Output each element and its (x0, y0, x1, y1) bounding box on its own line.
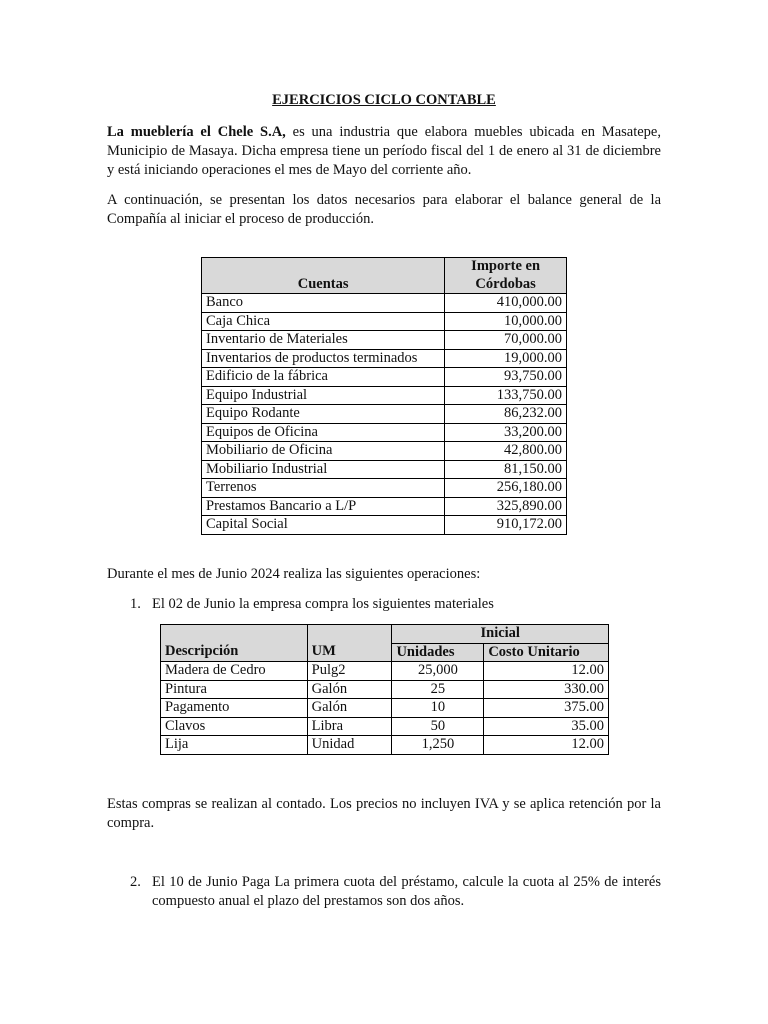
account-name: Mobiliario Industrial (202, 460, 445, 479)
material-unit-cost: 35.00 (484, 717, 609, 736)
page-title: EJERCICIOS CICLO CONTABLE (272, 92, 496, 108)
table-row (161, 680, 609, 699)
material-units: 25,000 (392, 662, 484, 681)
account-amount: 93,750.00 (445, 368, 567, 387)
account-name: Inventarios de productos terminados (202, 349, 445, 368)
table-row (161, 699, 609, 718)
account-amount: 410,000.00 (445, 294, 567, 313)
table-row (161, 736, 609, 755)
material-description: Clavos (161, 717, 308, 736)
table-row (202, 497, 567, 516)
table-row (202, 442, 567, 461)
account-amount: 10,000.00 (445, 312, 567, 331)
material-units: 10 (392, 699, 484, 718)
table-row (202, 386, 567, 405)
table-row (202, 294, 567, 313)
list-text: El 10 de Junio Paga La primera cuota del préstamo, calcule la cuota al 25% de interés compuesto anual el plazo del prestamos son dos años. (152, 874, 661, 909)
list-number: 2. (130, 874, 141, 890)
account-amount: 910,172.00 (445, 516, 567, 535)
account-amount: 70,000.00 (445, 331, 567, 350)
purchase-note: Estas compras se realizan al contado. Los precios no incluyen IVA y se aplica retención por la compra. (107, 796, 661, 831)
table-row (161, 662, 609, 681)
account-amount: 256,180.00 (445, 479, 567, 498)
balance-table-header (202, 258, 567, 294)
material-description: Pagamento (161, 699, 308, 718)
list-number: 1. (130, 596, 141, 612)
list-item-2 (130, 873, 661, 911)
account-name: Equipo Industrial (202, 386, 445, 405)
material-description: Pintura (161, 680, 308, 699)
material-units: 50 (392, 717, 484, 736)
table-row (202, 368, 567, 387)
header-importe-line1: Importe en (471, 258, 541, 274)
material-unit-cost: 330.00 (484, 680, 609, 699)
account-name: Equipo Rodante (202, 405, 445, 424)
table-row (202, 479, 567, 498)
account-amount: 86,232.00 (445, 405, 567, 424)
material-unit-cost: 375.00 (484, 699, 609, 718)
group-header-blank-2 (307, 625, 392, 644)
material-um: Galón (307, 699, 392, 718)
table-row (202, 516, 567, 535)
account-name: Edificio de la fábrica (202, 368, 445, 387)
material-description: Madera de Cedro (161, 662, 308, 681)
account-name: Mobiliario de Oficina (202, 442, 445, 461)
col-costo-unitario: Costo Unitario (484, 643, 609, 662)
group-header-inicial: Inicial (392, 625, 609, 644)
list-item-1 (130, 595, 661, 614)
account-amount: 133,750.00 (445, 386, 567, 405)
account-name: Caja Chica (202, 312, 445, 331)
intro-text: es una industria que elabora muebles ubicada en Masatepe, Municipio de Masaya. Dicha empresa tiene un período fiscal del 1 de enero al 31 de diciembre y está iniciando operaciones el mes de Mayo del corriente año. (107, 124, 661, 178)
account-name: Inventario de Materiales (202, 331, 445, 350)
account-amount: 42,800.00 (445, 442, 567, 461)
account-name: Equipos de Oficina (202, 423, 445, 442)
material-description: Lija (161, 736, 308, 755)
material-units: 25 (392, 680, 484, 699)
table-row (202, 312, 567, 331)
account-name: Banco (202, 294, 445, 313)
account-amount: 19,000.00 (445, 349, 567, 368)
intro-paragraph (107, 123, 661, 180)
table-row (161, 717, 609, 736)
material-unit-cost: 12.00 (484, 662, 609, 681)
account-name: Terrenos (202, 479, 445, 498)
operations-intro: Durante el mes de Junio 2024 realiza las siguientes operaciones: (107, 566, 481, 582)
table-row (202, 460, 567, 479)
account-name: Capital Social (202, 516, 445, 535)
materials-header-row (161, 643, 609, 662)
material-um: Pulg2 (307, 662, 392, 681)
account-amount: 33,200.00 (445, 423, 567, 442)
materials-table (160, 624, 609, 755)
account-name: Prestamos Bancario a L/P (202, 497, 445, 516)
table-row (202, 331, 567, 350)
material-um: Galón (307, 680, 392, 699)
header-importe (445, 258, 567, 294)
col-unidades: Unidades (392, 643, 484, 662)
table-row (202, 349, 567, 368)
company-name: La mueblería el Chele S.A, (107, 124, 286, 140)
col-descripcion: Descripción (161, 643, 308, 662)
materials-group-header-row (161, 625, 609, 644)
table-row (202, 423, 567, 442)
material-unit-cost: 12.00 (484, 736, 609, 755)
table-row (202, 405, 567, 424)
balance-table (201, 257, 567, 535)
material-um: Libra (307, 717, 392, 736)
header-cuentas: Cuentas (202, 258, 445, 294)
header-importe-line2: Córdobas (475, 275, 536, 292)
balance-intro-paragraph: A continuación, se presentan los datos necesarios para elaborar el balance general de la Compañía al iniciar el proceso de producción. (107, 192, 661, 227)
group-header-blank-1 (161, 625, 308, 644)
account-amount: 325,890.00 (445, 497, 567, 516)
account-amount: 81,150.00 (445, 460, 567, 479)
material-units: 1,250 (392, 736, 484, 755)
col-um: UM (307, 643, 392, 662)
material-um: Unidad (307, 736, 392, 755)
list-text: El 02 de Junio la empresa compra los siguientes materiales (152, 596, 494, 612)
